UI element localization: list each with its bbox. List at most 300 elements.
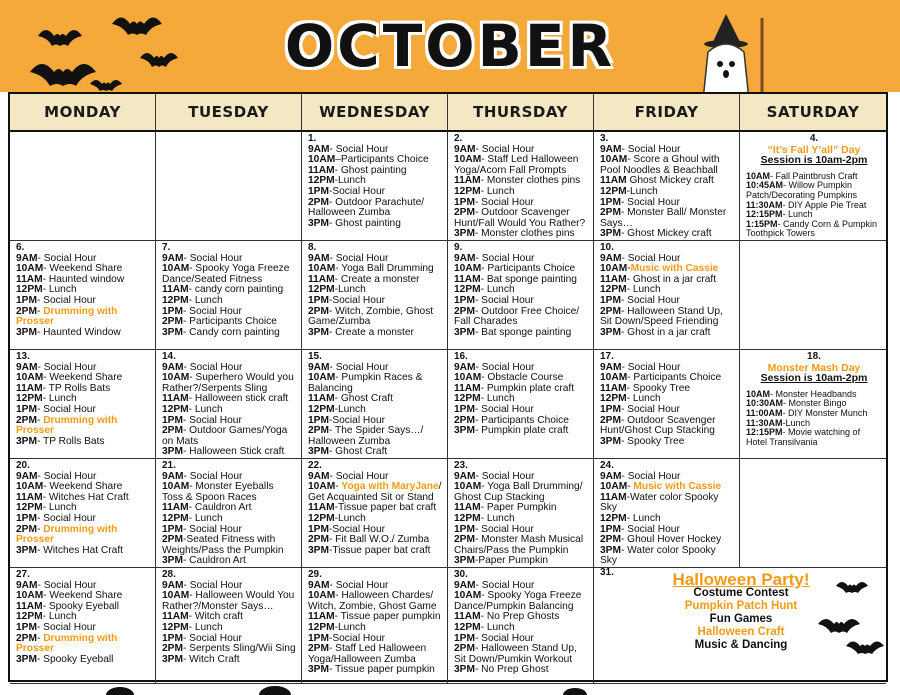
activity-time: 9AM	[308, 143, 330, 155]
activity-line	[162, 328, 297, 339]
day-number: 4.	[809, 133, 819, 144]
activity-time: 3PM	[600, 228, 621, 240]
activity-text: - Pumpkin Races & Balancing	[308, 372, 423, 394]
activity-time: 10AM	[454, 372, 482, 384]
activity-text: - Lunch	[626, 393, 661, 405]
activity-time: 10AM	[454, 263, 482, 275]
activity-time: 9AM	[308, 579, 330, 591]
activity-text: - Social Hour	[37, 252, 97, 264]
activity-text: - Lunch	[188, 294, 223, 306]
activity-text: -Water color Spooky Sky	[600, 491, 719, 514]
activity-line	[308, 665, 443, 676]
activity-text: - Lunch	[188, 621, 223, 633]
activity-text: - Monster clothes pins	[480, 175, 581, 187]
activity-time: 10AM	[746, 388, 771, 399]
activity-text: - No Prep Ghosts	[480, 611, 560, 623]
activity-time: 11AM	[162, 611, 189, 623]
activity-time: 11AM	[308, 273, 335, 285]
activity-time: 10AM	[308, 372, 336, 384]
party-line: Fun Games	[709, 613, 773, 626]
activity-text: - Social Hour	[36, 621, 96, 633]
activity-line	[162, 373, 297, 394]
activity-text: - Social Hour	[183, 470, 243, 482]
activity-time: 10AM	[600, 154, 628, 166]
empty-cell	[10, 132, 156, 241]
day-cell-10	[594, 241, 740, 350]
activity-time: 2PM	[454, 305, 475, 317]
activity-text: - Lunch	[480, 621, 515, 633]
activity-time: 3PM	[308, 217, 329, 229]
activity-highlight: Drumming with Prosser	[16, 632, 118, 655]
activity-text: - Halloween Stand Up, Sit Down/Pumkin Workout	[454, 643, 577, 665]
activity-time: 10AM	[16, 481, 44, 493]
party-title: Halloween Party!	[672, 569, 810, 589]
activity-time: 2PM	[162, 316, 183, 328]
activity-time: 2PM	[308, 196, 329, 208]
activity-time: 12PM	[454, 185, 481, 197]
day-number: 28.	[162, 569, 176, 580]
activity-line	[308, 198, 443, 219]
activity-line	[16, 634, 151, 655]
day-cell-27	[10, 568, 156, 684]
activity-line	[600, 328, 735, 339]
activity-text: - Social Hour	[474, 403, 534, 415]
activity-time: 11AM	[308, 164, 335, 176]
activity-line	[600, 307, 735, 328]
activity-text: - Yoga Ball Drumming/ Ghost Cup Stacking	[454, 481, 583, 503]
empty-cell	[156, 132, 302, 241]
activity-time: 3PM	[162, 326, 183, 338]
activity-line	[454, 644, 589, 665]
activity-text: - Social Hour	[37, 361, 97, 373]
activity-time: 2PM	[600, 207, 621, 219]
day-header-wednesday: WEDNESDAY	[302, 94, 448, 132]
day-cell-15	[302, 350, 448, 459]
activity-time: 12PM	[600, 284, 627, 296]
activity-time: 9AM	[454, 579, 476, 591]
activity-text: - Ghost painting	[334, 164, 407, 176]
activity-time: 12PM	[454, 393, 481, 405]
activity-line	[162, 447, 297, 458]
activity-text: - Social Hour	[183, 361, 243, 373]
activity-time: 12PM	[308, 621, 335, 633]
activity-time: 9AM	[308, 470, 330, 482]
activity-text: - Spooky Tree	[620, 435, 685, 447]
activity-time: 10AM	[162, 481, 190, 493]
day-cell-6	[10, 241, 156, 350]
activity-time: 10AM	[308, 481, 336, 493]
activity-time: 1PM	[16, 512, 37, 524]
activity-line	[600, 493, 735, 514]
activity-highlight: Music with Cassie	[633, 481, 722, 493]
activity-text: - Witch craft	[188, 611, 243, 623]
activity-text: - Create a monster	[334, 273, 420, 285]
activity-text: - Bat sponge painting	[474, 326, 572, 338]
activity-time: 1:15PM	[746, 218, 778, 229]
day-number: 8.	[308, 242, 317, 253]
activity-time: 12PM	[162, 294, 189, 306]
activity-time: 12PM	[16, 611, 43, 623]
activity-text: - Ghost in a jar craft	[626, 273, 717, 285]
day-header-monday: MONDAY	[10, 94, 156, 132]
activity-time: 3PM	[162, 653, 183, 665]
activity-line	[162, 535, 297, 556]
activity-text: - Social Hour	[182, 414, 242, 426]
special-day-session: Session is 10am-2pm	[760, 154, 868, 167]
activity-time: 11AM	[600, 491, 627, 503]
activity-text: - Spooky Yoga Freeze Dance/Pumpkin Balancing	[454, 590, 582, 612]
activity-text: - Water color Spooky Sky	[600, 544, 716, 567]
day-number: 14.	[162, 351, 176, 362]
day-number: 24.	[600, 460, 614, 471]
activity-line	[600, 208, 735, 229]
activity-time: 3PM	[600, 544, 621, 556]
activity-time: 9AM	[162, 470, 184, 482]
activity-time: 11AM	[600, 382, 627, 394]
activity-time: 2PM	[16, 523, 37, 535]
activity-text: - Social Hour	[329, 470, 389, 482]
activity-time: 9AM	[162, 252, 184, 264]
activity-text: - Social Hour	[182, 632, 242, 644]
activity-text: - Halloween stick craft	[188, 393, 289, 405]
activity-text: - Lunch	[480, 284, 515, 296]
activity-line	[16, 525, 151, 546]
activity-text: -	[627, 481, 634, 493]
activity-text: - Participants Choice	[474, 414, 569, 426]
day-number: 21.	[162, 460, 176, 471]
activity-text: Ghost Mickey craft	[626, 175, 714, 187]
activity-time: 9AM	[600, 470, 622, 482]
activity-time: 11AM	[16, 491, 43, 503]
day-cell-31	[594, 568, 886, 684]
day-number: 10.	[600, 242, 614, 253]
activity-time: 10AM	[600, 372, 628, 384]
activity-time: 3PM	[308, 664, 329, 676]
activity-text: - Fall Paintbrush Craft	[770, 170, 858, 181]
activity-text: - Ghost Craft	[334, 393, 393, 405]
activity-text: -	[36, 523, 44, 535]
activity-time: 1PM	[162, 632, 183, 644]
activity-time: 9AM	[600, 361, 622, 373]
activity-time: 1PM	[600, 403, 621, 415]
activity-time: 2PM	[600, 305, 621, 317]
activity-time: 2PM	[454, 414, 475, 426]
activity-text: - Weekend Share	[43, 372, 123, 384]
activity-time: 9AM	[16, 252, 38, 264]
activity-text: - Lunch	[42, 611, 77, 623]
activity-text: -Lunch	[334, 175, 366, 187]
party-line: Halloween Craft	[697, 626, 785, 639]
activity-text: -Social Hour	[328, 294, 386, 306]
activity-text: - Lunch	[480, 512, 515, 524]
activity-line	[308, 307, 443, 328]
activity-text: - Willow Pumpkin Patch/Decorating Pumpkins	[746, 180, 858, 200]
activity-line	[16, 307, 151, 328]
activity-time: 11:30AM	[746, 417, 783, 428]
activity-line	[308, 591, 443, 612]
activity-time: 11AM	[454, 382, 481, 394]
activity-text: - Witches Hat Craft	[36, 544, 123, 556]
activity-line	[454, 556, 589, 567]
activity-time: 3PM	[454, 555, 475, 567]
activity-line	[308, 373, 443, 394]
day-cell-4	[740, 132, 886, 241]
activity-line	[162, 556, 297, 567]
activity-time: 2PM	[454, 643, 475, 655]
activity-time: 10AM	[162, 263, 190, 275]
activity-text: - The Spider Says…/ Halloween Zumba	[308, 425, 424, 447]
activity-text: - Pumpkin plate craft	[480, 382, 575, 394]
activity-text: - Ghost painting	[328, 217, 401, 229]
activity-text: - Social Hour	[474, 523, 534, 535]
day-header-friday: FRIDAY	[594, 94, 740, 132]
activity-time: 12PM	[600, 185, 627, 197]
activity-line	[162, 264, 297, 285]
activity-text: - Create a monster	[328, 326, 414, 338]
day-header-saturday: SATURDAY	[740, 94, 886, 132]
day-cell-22	[302, 459, 448, 568]
day-cell-8	[302, 241, 448, 350]
activity-text: - Participants Choice	[481, 263, 576, 275]
activity-text: - Social Hour	[36, 294, 96, 306]
activity-text: - DIY Monster Munch	[782, 407, 868, 418]
activity-text: - Lunch	[188, 403, 223, 415]
activity-time: 9AM	[600, 143, 622, 155]
activity-text: - Ghoul Hover Hockey	[620, 534, 722, 546]
activity-line	[162, 482, 297, 503]
day-header-thursday: THURSDAY	[448, 94, 594, 132]
day-cell-3	[594, 132, 740, 241]
day-number: 20.	[16, 460, 30, 471]
activity-text: - candy corn painting	[188, 284, 284, 296]
activity-line	[308, 219, 443, 230]
activity-time: 2PM	[162, 534, 183, 546]
activity-text: - Weekend Share	[43, 481, 123, 493]
activity-line	[308, 546, 443, 557]
day-cell-16	[448, 350, 594, 459]
day-number: 23.	[454, 460, 468, 471]
activity-text: -Lunch	[782, 417, 811, 428]
activity-highlight: Drumming with Prosser	[16, 523, 118, 546]
day-cell-13	[10, 350, 156, 459]
day-number: 29.	[308, 569, 322, 580]
activity-text: -	[36, 305, 44, 317]
activity-time: 11AM	[162, 284, 189, 296]
activity-text: - Candy Corn & Pumpkin Toothpick Towers	[746, 218, 878, 239]
activity-line	[308, 447, 443, 458]
day-number: 27.	[16, 569, 30, 580]
activity-text: - Social Hour	[329, 361, 389, 373]
activity-time: 10AM	[308, 590, 336, 602]
activity-time: 10AM	[454, 481, 482, 493]
activity-text: - Social Hour	[37, 470, 97, 482]
activity-time: 10AM	[16, 372, 44, 384]
activity-text: - Social Hour	[474, 294, 534, 306]
activity-time: 9AM	[308, 361, 330, 373]
activity-time: 12PM	[308, 403, 335, 415]
activity-text: - Score a Ghoul with Pool Noodles & Beachball	[600, 154, 720, 176]
activity-time: 1PM	[308, 523, 329, 535]
activity-text: - Lunch	[188, 512, 223, 524]
activity-time: 2PM	[454, 534, 475, 546]
activity-text: - Staff Led Halloween Yoga/Acorn Fall Prompts	[454, 154, 579, 176]
activity-time: 9AM	[16, 361, 38, 373]
activity-line	[454, 535, 589, 556]
activity-text: - Paper Pumpkin	[480, 502, 557, 514]
activity-time: 1PM	[600, 196, 621, 208]
activity-text: - No Prep Ghost	[474, 664, 549, 676]
activity-time: 11AM	[600, 273, 627, 285]
day-number: 6.	[16, 242, 25, 253]
activity-time: 12PM	[162, 403, 189, 415]
activity-time: 2PM	[454, 207, 475, 219]
activity-time: 3PM	[600, 326, 621, 338]
activity-text: - Fit Ball W.O./ Zumba	[328, 534, 430, 546]
activity-time: 1PM	[454, 523, 475, 535]
activity-text: -Lunch	[334, 512, 366, 524]
activity-time: 3PM	[454, 228, 475, 240]
activity-time: 3PM	[162, 446, 183, 458]
activity-time: 12PM	[308, 284, 335, 296]
activity-text: - Spooky Eyeball	[42, 600, 120, 612]
activity-time: 10AM	[162, 590, 190, 602]
activity-time: 1PM	[454, 294, 475, 306]
day-number: 3.	[600, 133, 609, 144]
activity-line	[454, 665, 589, 676]
activity-text: - TP Rolls Bats	[42, 382, 111, 394]
activity-text: - Haunted window	[42, 273, 125, 285]
activity-time: 12:15PM	[746, 427, 783, 438]
activity-time: 1PM	[454, 632, 475, 644]
activity-line	[454, 426, 589, 437]
activity-text: -Social Hour	[328, 185, 386, 197]
activity-text: - Lunch	[42, 284, 77, 296]
day-cell-30	[448, 568, 594, 684]
activity-text: - Outdoor Scavenger Hunt/Fall Would You Rather?	[454, 207, 586, 229]
activity-time: 3PM	[454, 664, 475, 676]
activity-time: 10:30AM	[746, 398, 784, 409]
activity-time: 12PM	[16, 393, 43, 405]
activity-line	[454, 208, 589, 229]
activity-text: - Social Hour	[474, 196, 534, 208]
activity-time: 9AM	[454, 143, 476, 155]
activity-text: -Lunch	[626, 185, 658, 197]
day-number: 2.	[454, 133, 463, 144]
activity-time: 2PM	[308, 305, 329, 317]
activity-text: - Social Hour	[475, 579, 535, 591]
activity-time: 11AM	[454, 502, 481, 514]
party-line: Music & Dancing	[694, 639, 788, 652]
activity-text: - DIY Apple Pie Treat	[782, 199, 867, 210]
activity-highlight: Drumming with Prosser	[16, 305, 118, 328]
activity-time: 3PM	[16, 435, 37, 447]
activity-text: - Yoga Ball Drumming	[335, 263, 434, 275]
bats-icon	[816, 576, 884, 672]
activity-text: - Social Hour	[329, 143, 389, 155]
activity-text: - Tissue paper pumpkin	[328, 664, 435, 676]
activity-time: 2PM	[600, 534, 621, 546]
activity-time: 9AM	[454, 470, 476, 482]
activity-text: - Outdoor Games/Yoga on Mats	[162, 425, 288, 447]
activity-time: 12PM	[16, 284, 43, 296]
activity-text: - Serpents Sling/Wii Sing	[182, 643, 296, 655]
activity-text: - Staff Led Halloween Yoga/Halloween Zumba	[308, 643, 427, 665]
activity-text: - Haunted Window	[36, 326, 121, 338]
day-number: 22.	[308, 460, 322, 471]
activity-time: 2PM	[308, 534, 329, 546]
activity-text: -Lunch	[334, 284, 366, 296]
activity-text: - Lunch	[42, 502, 77, 514]
activity-text: - Social Hour	[36, 403, 96, 415]
activity-time: 12PM	[162, 512, 189, 524]
activity-time: 1PM	[162, 523, 183, 535]
activity-time: 11AM	[308, 611, 335, 623]
activity-text: -Social Hour	[328, 414, 386, 426]
activity-time: 11AM	[16, 273, 43, 285]
activity-text: - Social Hour	[620, 403, 680, 415]
activity-time: 12PM	[454, 512, 481, 524]
day-number: 17.	[600, 351, 614, 362]
activity-time: 9AM	[16, 470, 38, 482]
activity-line	[454, 229, 589, 240]
activity-text: - Social Hour	[329, 252, 389, 264]
day-cell-29	[302, 568, 448, 684]
activity-time: 11AM	[454, 273, 481, 285]
activity-time: 11AM	[308, 502, 335, 514]
activity-time: 10AM	[16, 263, 44, 275]
activity-text: - Monster clothes pins	[474, 228, 575, 240]
activity-time: 3PM	[162, 555, 183, 567]
day-cell-2	[448, 132, 594, 241]
activity-line	[600, 437, 735, 448]
activity-time: 10AM	[454, 154, 482, 166]
activity-text: - Social Hour	[621, 470, 681, 482]
activity-time: 3PM	[16, 544, 37, 556]
activity-text: - Halloween Would You Rather?/Monster Says…	[162, 590, 295, 612]
activity-time: 1PM	[308, 414, 329, 426]
activity-time: 9AM	[454, 252, 476, 264]
activity-line	[600, 229, 735, 240]
activity-text: -	[335, 481, 342, 493]
activity-time: 10:45AM	[746, 180, 784, 191]
activity-text: - Bat sponge painting	[480, 273, 577, 285]
activity-text: - Movie watching of Hotel Transilvania	[746, 427, 861, 447]
day-cell-18	[740, 350, 886, 459]
activity-text: - Candy corn painting	[182, 326, 280, 338]
day-cell-24	[594, 459, 740, 568]
activity-text: - Social Hour	[621, 361, 681, 373]
activity-time: 12PM	[308, 175, 335, 187]
activity-text: - Lunch	[626, 512, 661, 524]
party-line: Costume Contest	[693, 587, 789, 600]
day-number: 16.	[454, 351, 468, 362]
activity-time: 1PM	[600, 294, 621, 306]
activity-time: 3PM	[600, 435, 621, 447]
activity-text: - Outdoor Scavenger Hunt/Ghost Cup Stacking	[600, 414, 716, 437]
activity-line	[746, 181, 882, 200]
activity-time: 1PM	[162, 414, 183, 426]
activity-line	[16, 328, 151, 339]
activity-line	[454, 155, 589, 176]
activity-time: 3PM	[454, 326, 475, 338]
activity-text: - Witches Hat Craft	[42, 491, 129, 503]
activity-line	[308, 328, 443, 339]
day-cell-7	[156, 241, 302, 350]
activity-text: - Superhero Would you Rather?/Serpents Sling	[162, 372, 294, 394]
activity-text: - Ghost in a jar craft	[620, 326, 711, 338]
activity-highlight: Drumming with Prosser	[16, 414, 118, 437]
activity-text: - Social Hour	[475, 361, 535, 373]
